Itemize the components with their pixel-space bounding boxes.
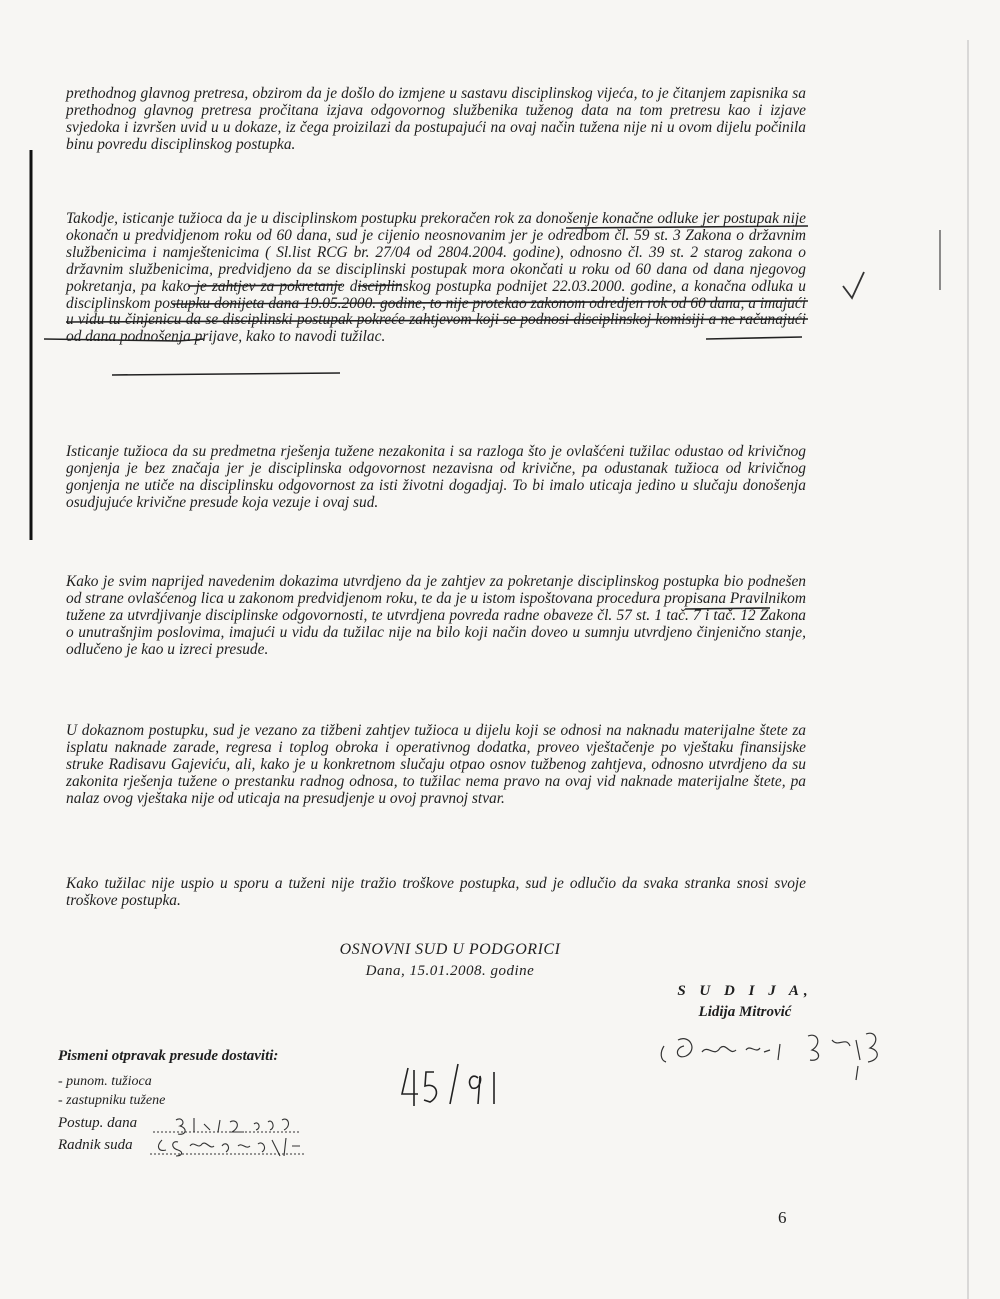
handwritten-postup-date [153,1118,300,1134]
check-mark-icon [843,272,864,298]
handwritten-clerk-name [150,1138,305,1156]
paragraph-previous-hearing: prethodnog glavnog pretresa, obzirom da je došlo do izmjene u sastavu disciplinskog vijeća, to je čitanjem zapisnika sa prethodnog glavnog pretresa pročitana izjava odgovornog službenika tuženog data na tom pretresu kao i izjave svjedoka i izvršen uvid u u dokaze, iz čega proizilazi da postupajući na ovaj način tužena nije ni u ovom dijelu počinila binu povredu disciplinskog postupka. [66,85,806,153]
judge-title: S U D I J A, [677,983,813,999]
delivery-heading: Pismeni otpravak presude dostaviti: [58,1048,279,1064]
court-date: Dana, 15.01.2008. godine [365,963,535,979]
handwritten-case-number [402,1064,494,1106]
paragraph-conclusion: Kako je svim naprijed navedenim dokazima utvrdjeno da je zahtjev za pokretanje disciplinskog postupka bio podnešen od strane ovlašćenog lica u zakonom predvidjenom roku, te da je u istom ispoštovana procedura propisana Pravilnikom tužene za utvrdjivanje disciplinske odgovornosti, te utvrdjena povreda radne obaveze čl. 57 st. 1 tač. 7 i tač. 12 Zakona o unutrašnjim poslovima, imajući u vidu da tužilac nije na bilo koji način doveo u sumnju utvrdjeno činjenično stanje, odlučeno je kao u izreci presude. [66,573,806,658]
underline-statutory-term [112,373,340,375]
recipient-defendant-representative: - zastupniku tužene [58,1093,166,1108]
paragraph-criminal-prosecution: Isticanje tužioca da su predmetna rješenja tužene nezakonita i sa razloga što je ovlašćeni tužilac odustao od krivičnog gonjenja je bez značaja jer je disciplinska odgovornost nezavisna od krivične, pa odustanak tužioca od krivičnog gonjenja ne utiče na disciplinsku odgovornost za isti životni dogadjaj. To bi imalo uticaja jedino u slučaju donošenja osudjujuće krivične presude koja vezuje i ovaj sud. [66,443,806,511]
court-name: OSNOVNI SUD U PODGORICI [339,941,561,958]
recipient-plaintiff-attorney: - punom. tužioca [58,1074,152,1089]
paragraph-costs: Kako tužilac nije uspio u sporu a tuženi nije tražio troškove postupka, sud je odlučio da svaka stranka snosi svoje troškove postupka. [66,875,806,909]
judge-name: Lidija Mitrović [698,1004,792,1020]
page-number: 6 [778,1208,787,1227]
court-clerk-label: Radnik suda [58,1137,133,1153]
judge-signature [661,1033,877,1080]
paragraph-deadline-argument: Takodje, isticanje tužioca da je u disciplinskom postupku prekoračen rok za donošenje konačne odluke jer postupak nije okonačn u predvidjenom roku od 60 dana, sud je cijenio neosnovanim jer je odredbom čl. 59 st. 3 Zakona o državnim službenicima i namještenicima ( Sl.list RCG br. 27/04 od 2804.2004. godine), odnosno čl. 39 st. 2 starog zakona o državnim službenicima, predvidjeno da se disciplinski postupak mora okončati u roku od 60 dana od dana njegovog pokretanja, pa kako je zahtjev za pokretanje disciplinskog postupka podnijet 22.03.2000. godine, a konačna odluka u disciplinskom postupku donijeta dana 19.05.2000. godine, to nije protekao zakonom odredjen rok od 60 dana, a imajući u vidu tu činjenicu da se disciplinski postupak pokreće zahtjevom koji se podnosi disciplinskoj komisiji a ne računajući od dana podnošenja prijave, kako to navodi tužilac. [66,210,806,346]
postup-date-label: Postup. dana [58,1115,138,1131]
paragraph-expert-evidence: U dokaznom postupku, sud je vezano za tižbeni zahtjev tužioca u dijelu koji se odnosi na naknadu materijalne štete za isplatu naknade zarade, regresa i toplog obroka i operativnog dodatka, proveo vještačenje po vještaku finansijske struke Radisavu Gajeviću, ali, kako je u konkretnom slučaju otpao osnov tužbenog zahtjeva, odnosno utvrdjeno da su zakonita rješenja tužene o prestanku radnog odnosa, to tužilac nema pravo na ovaj vid naknade materijalne štete, pa nalaz ovog vještaka nije od uticaja na presudjenje u ovoj pravnoj stvar. [66,722,806,807]
